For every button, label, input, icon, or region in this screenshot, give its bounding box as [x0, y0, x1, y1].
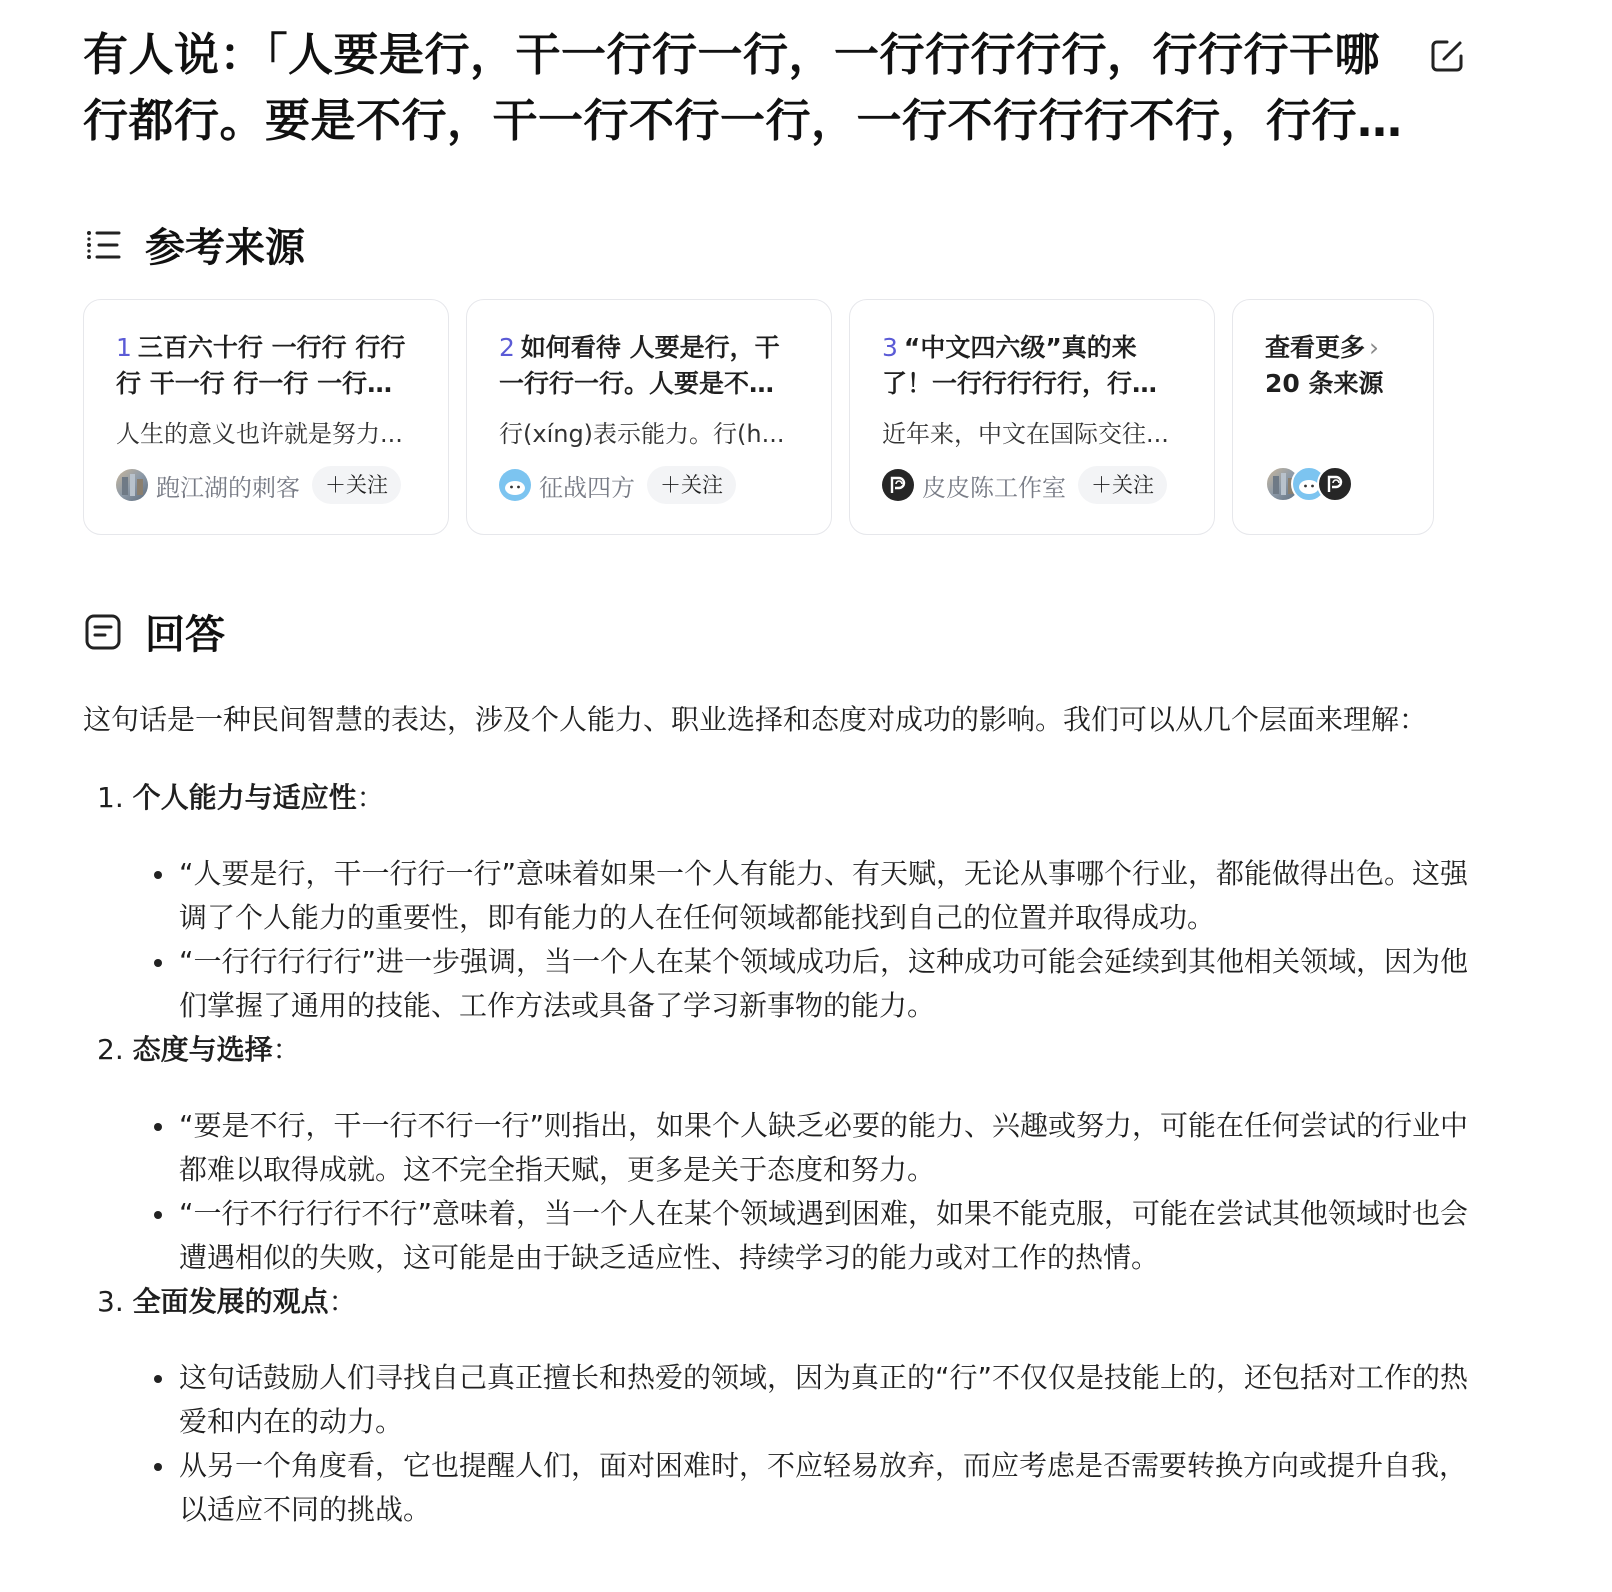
source-card-2[interactable]	[466, 299, 832, 535]
follow-button[interactable]: ＋关注	[1078, 466, 1167, 504]
answer-point-2	[83, 1028, 1479, 1280]
view-more-sources-card[interactable]	[1232, 299, 1434, 535]
source-cards	[83, 299, 1479, 535]
answer-point-1	[83, 776, 1479, 1028]
point-heading	[83, 1280, 1479, 1324]
edit-question-button[interactable]	[1427, 36, 1467, 76]
follow-button[interactable]: ＋关注	[647, 466, 736, 504]
source-title-text: 三百六十行 一行行 行行行 干一行 行一行 一行不	[116, 333, 406, 398]
view-more-label	[1265, 330, 1401, 366]
point-heading	[83, 1028, 1479, 1072]
avatar-stack	[1265, 466, 1401, 502]
source-meta	[882, 466, 1182, 504]
source-card-title	[116, 330, 416, 402]
view-more-text: 查看更多	[1265, 333, 1366, 362]
source-number: 1	[116, 333, 132, 362]
sources-title: 参考来源	[145, 225, 305, 271]
answer-title: 回答	[145, 612, 225, 658]
answer-page	[83, 22, 1479, 1532]
avatar	[1317, 466, 1353, 502]
source-card-1[interactable]	[83, 299, 449, 535]
avatar	[882, 469, 914, 501]
avatar	[116, 469, 148, 501]
document-icon	[83, 612, 123, 652]
point-number: 2.	[97, 1033, 124, 1066]
source-meta	[116, 466, 416, 504]
bullet-item: “要是不行，干一行不行一行”则指出，如果个人缺乏必要的能力、兴趣或努力，可能在任何尝试的行业中都难以取得成就。这不完全指天赋，更多是关于态度和努力。	[179, 1104, 1479, 1192]
source-number: 2	[499, 333, 515, 362]
point-colon: ：	[328, 1285, 357, 1318]
source-meta	[499, 466, 799, 504]
bullet-item: 这句话鼓励人们寻找自己真正擅长和热爱的领域，因为真正的“行”不仅仅是技能上的，还包括对工作的热爱和内在的动力。	[179, 1356, 1479, 1444]
question-title: 有人说：「人要是行，干一行行一行，一行行行行行，行行行干哪行都行。要是不行，干一行不行一行，一行不行行行不行，行行不	[83, 28, 1403, 147]
answer-point-3	[83, 1280, 1479, 1532]
answer-heading	[83, 603, 1479, 660]
avatar	[499, 469, 531, 501]
source-card-3[interactable]	[849, 299, 1215, 535]
source-author[interactable]: 征战四方	[539, 473, 635, 502]
point-heading	[83, 776, 1479, 820]
point-number: 1.	[97, 781, 124, 814]
bullet-item: “一行不行行行不行”意味着，当一个人在某个领域遇到困难，如果不能克服，可能在尝试其他领域时也会遭遇相似的失败，这可能是由于缺乏适应性、持续学习的能力或对工作的热情。	[179, 1192, 1479, 1280]
bullet-list	[83, 1104, 1479, 1280]
bullet-item: “人要是行，干一行行一行”意味着如果一个人有能力、有天赋，无论从事哪个行业，都能做得出色。这强调了个人能力的重要性，即有能力的人在任何领域都能找到自己的位置并取得成功。	[179, 852, 1479, 940]
list-icon	[83, 225, 123, 265]
question-header	[83, 22, 1479, 154]
source-title-text: “中文四六级”真的来了！一行行行行行，行行行	[882, 333, 1182, 398]
edit-icon	[1427, 36, 1467, 76]
source-card-title	[499, 330, 799, 402]
bullet-item: 从另一个角度看，它也提醒人们，面对困难时，不应轻易放弃，而应考虑是否需要转换方向或提升自我，以适应不同的挑战。	[179, 1444, 1479, 1532]
source-card-title	[882, 330, 1182, 402]
chevron-right-icon: ›	[1369, 333, 1380, 362]
source-title-text: 如何看待 人要是行，干一行行一行。人要是不行，	[499, 333, 799, 398]
source-snippet: 行(xíng)表示能力。行(h...	[499, 420, 785, 448]
source-number: 3	[882, 333, 898, 362]
source-author[interactable]: 皮皮陈工作室	[922, 473, 1066, 502]
source-snippet: 近年来，中文在国际交往...	[882, 420, 1169, 448]
bullet-item: “一行行行行行”进一步强调，当一个人在某个领域成功后，这种成功可能会延续到其他相关领域，因为他们掌握了通用的技能、工作方法或具备了学习新事物的能力。	[179, 940, 1479, 1028]
point-colon: ：	[272, 1033, 301, 1066]
bullet-list	[83, 1356, 1479, 1532]
source-author[interactable]: 跑江湖的刺客	[156, 473, 300, 502]
follow-button[interactable]: ＋关注	[312, 466, 401, 504]
point-number: 3.	[97, 1285, 124, 1318]
answer-intro: 这句话是一种民间智慧的表达，涉及个人能力、职业选择和态度对成功的影响。我们可以从几个层面来理解：	[83, 703, 1428, 736]
point-colon: ：	[356, 781, 385, 814]
point-title: 态度与选择	[132, 1033, 273, 1066]
point-title: 个人能力与适应性	[132, 781, 357, 814]
sources-heading	[83, 216, 1479, 273]
source-count: 20 条来源	[1265, 369, 1384, 398]
point-title: 全面发展的观点	[132, 1285, 329, 1318]
bullet-list	[83, 852, 1479, 1028]
answer-points	[83, 776, 1479, 1532]
source-snippet: 人生的意义也许就是努力...	[116, 420, 403, 448]
